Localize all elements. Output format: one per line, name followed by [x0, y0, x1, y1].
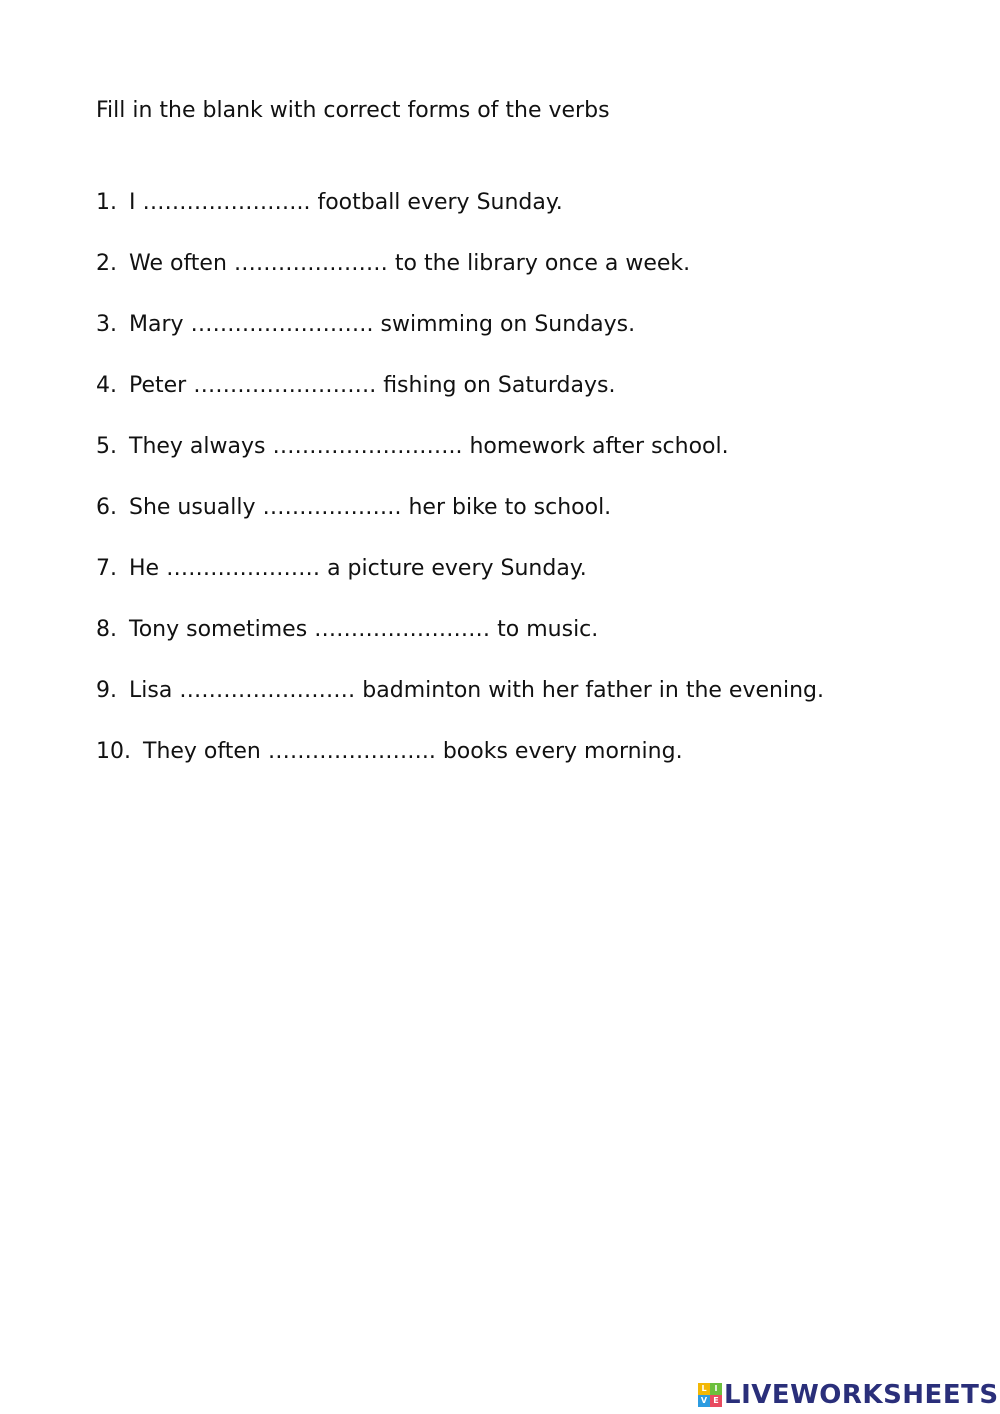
instruction-heading: Fill in the blank with correct forms of the verbs	[96, 98, 610, 123]
question-text: Peter ……………………. fishing on Saturdays.	[129, 373, 616, 398]
question-text: He ………………… a picture every Sunday.	[129, 556, 587, 581]
question-text: They often ………………….. books every morning.	[143, 739, 683, 764]
question-text: Tony sometimes …………………… to music.	[129, 617, 599, 642]
question-item	[96, 736, 824, 797]
question-list	[96, 187, 824, 797]
question-text: They always …………………….. homework after school.	[129, 434, 729, 459]
question-number: 10.	[96, 739, 131, 764]
liveworksheets-logo	[698, 1378, 999, 1412]
question-item	[96, 309, 824, 370]
question-number: 1.	[96, 190, 117, 215]
logo-mark-cell: I	[710, 1383, 722, 1395]
question-item	[96, 187, 824, 248]
question-text: We often ………………… to the library once a week.	[129, 251, 691, 276]
question-number: 4.	[96, 373, 117, 398]
question-text: I ………………….. football every Sunday.	[129, 190, 563, 215]
logo-mark-icon	[698, 1383, 722, 1407]
question-number: 2.	[96, 251, 117, 276]
question-number: 6.	[96, 495, 117, 520]
question-item	[96, 553, 824, 614]
logo-text: LIVEWORKSHEETS	[724, 1380, 999, 1410]
question-item	[96, 675, 824, 736]
logo-mark-cell: E	[710, 1395, 722, 1407]
question-text: Lisa …………………… badminton with her father in the evening.	[129, 678, 824, 703]
question-text: She usually ………………. her bike to school.	[129, 495, 612, 520]
question-item	[96, 492, 824, 553]
question-number: 9.	[96, 678, 117, 703]
question-text: Mary ……………………. swimming on Sundays.	[129, 312, 636, 337]
logo-mark-cell: V	[698, 1395, 710, 1407]
question-number: 3.	[96, 312, 117, 337]
question-number: 5.	[96, 434, 117, 459]
question-item	[96, 248, 824, 309]
question-item	[96, 614, 824, 675]
logo-mark-cell: L	[698, 1383, 710, 1395]
question-item	[96, 431, 824, 492]
question-item	[96, 370, 824, 431]
question-number: 7.	[96, 556, 117, 581]
question-number: 8.	[96, 617, 117, 642]
